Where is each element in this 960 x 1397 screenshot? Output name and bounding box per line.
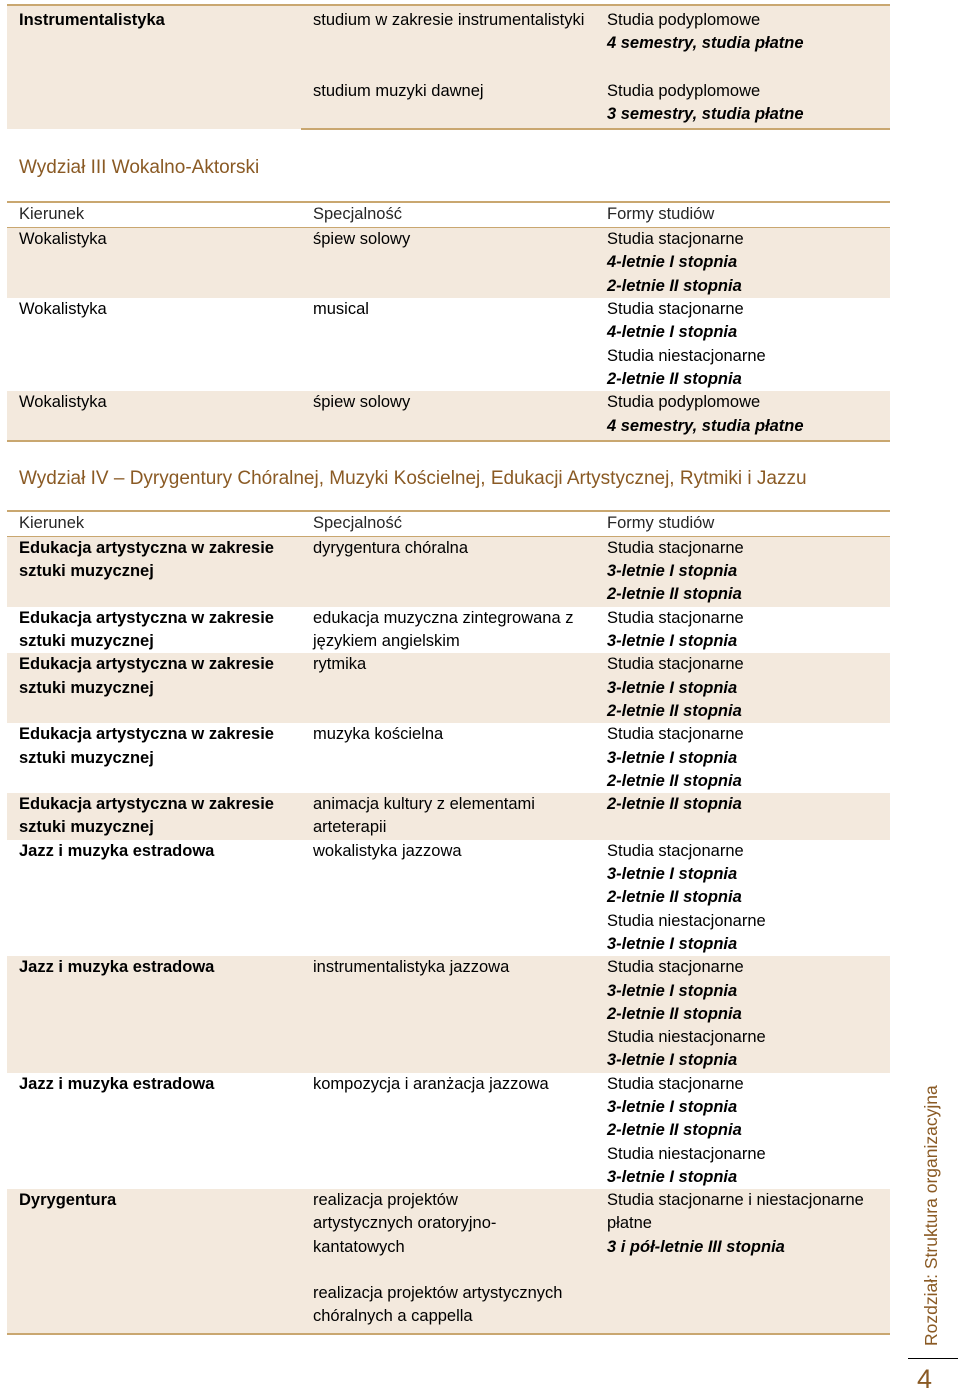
forms-cell <box>595 536 890 606</box>
spec-cell: śpiew solowy <box>301 391 595 441</box>
forms-cell <box>595 56 890 130</box>
form-line: Studia stacjonarne <box>607 300 744 319</box>
form-line: 3-letnie I stopnia <box>607 562 738 581</box>
forms-cell <box>595 956 890 1072</box>
spec-cell: dyrygentura chóralna <box>301 536 595 606</box>
form-line: 2-letnie II stopnia <box>607 585 742 604</box>
document-page <box>7 0 890 1335</box>
form-line: Studia podyplomowe <box>607 11 761 29</box>
form-detail: 4 semestry, studia płatne <box>607 34 804 53</box>
form-line: 3-letnie I stopnia <box>607 1097 738 1116</box>
kierunek-cell: Edukacja artystyczna w zakresie sztuki muzycznej <box>7 793 301 840</box>
form-line: Studia stacjonarne <box>607 841 744 860</box>
header-specjalnosc: Specjalność <box>301 202 595 228</box>
spec-cell: musical <box>313 300 369 319</box>
table-row <box>7 723 890 793</box>
kierunek-cell: Edukacja artystyczna w zakresie sztuki muzycznej <box>7 653 301 723</box>
form-line: 2-letnie II stopnia <box>607 369 742 388</box>
form-detail: 3 semestry, studia płatne <box>607 104 804 123</box>
section-title-wydzial3: Wydział III Wokalno-Aktorski <box>19 157 260 179</box>
form-line: 2-letnie II stopnia <box>607 771 742 790</box>
form-line: 3-letnie I stopnia <box>607 934 738 953</box>
spec-cell: śpiew solowy <box>301 228 595 298</box>
table-row <box>7 1189 890 1333</box>
table-row <box>7 793 890 840</box>
form-line: 2-letnie II stopnia <box>607 795 742 814</box>
table-row <box>7 607 890 654</box>
header-row <box>7 202 890 228</box>
forms-cell <box>595 607 890 654</box>
forms-cell <box>595 5 890 56</box>
header-specjalnosc: Specjalność <box>301 511 595 537</box>
sidebar-divider <box>908 1358 958 1359</box>
form-line: 2-letnie II stopnia <box>607 1004 742 1023</box>
form-line: 3-letnie I stopnia <box>607 1051 738 1070</box>
forms-cell <box>595 1073 890 1189</box>
form-line: 3 i pół-letnie III stopnia <box>607 1237 785 1256</box>
forms-cell <box>595 391 890 441</box>
kierunek-cell: Edukacja artystyczna w zakresie sztuki muzycznej <box>19 608 274 651</box>
kierunek-cell: Wokalistyka <box>7 228 301 298</box>
form-line: Studia podyplomowe <box>607 81 761 100</box>
spec-line: realizacja projektów artystycznych oratoryjno-kantatowych <box>313 1191 497 1256</box>
form-line: 3-letnie I stopnia <box>607 632 738 651</box>
spec-cell <box>301 1189 595 1333</box>
spec-cell: animacja kultury z elementami arteterapii <box>301 793 595 840</box>
forms-cell <box>595 228 890 298</box>
form-line: 4-letnie I stopnia <box>607 253 738 272</box>
form-line: 4-letnie I stopnia <box>607 323 738 342</box>
forms-cell <box>595 1189 890 1333</box>
forms-cell <box>595 793 890 840</box>
spec-cell: muzyka kościelna <box>313 725 444 744</box>
kierunek-cell: Edukacja artystyczna w zakresie sztuki muzycznej <box>7 536 301 606</box>
spec-line: realizacja projektów artystycznych chóralnych a cappella <box>313 1284 563 1326</box>
form-line: Studia stacjonarne <box>607 655 744 674</box>
form-line: 4 semestry, studia płatne <box>607 416 804 435</box>
form-line: Studia stacjonarne <box>607 230 744 249</box>
form-line: Studia podyplomowe <box>607 393 761 412</box>
chapter-prefix: Rozdział: <box>921 1274 941 1346</box>
forms-cell <box>595 723 890 793</box>
form-line: 2-letnie II stopnia <box>607 1121 742 1140</box>
header-kierunek: Kierunek <box>7 511 301 537</box>
wydzial3-table <box>7 201 890 442</box>
form-line: Studia stacjonarne <box>607 1074 744 1093</box>
form-line: 3-letnie I stopnia <box>607 678 738 697</box>
form-line: 2-letnie II stopnia <box>607 701 742 720</box>
spec-cell: rytmika <box>301 653 595 723</box>
form-line: Studia stacjonarne i niestacjonarne płatne <box>607 1191 864 1233</box>
form-line: 2-letnie II stopnia <box>607 888 742 907</box>
form-line: Studia stacjonarne <box>607 608 744 627</box>
kierunek-cell: Jazz i muzyka estradowa <box>19 841 215 860</box>
header-row <box>7 511 890 537</box>
kierunek-cell: Edukacja artystyczna w zakresie sztuki muzycznej <box>19 725 274 767</box>
form-line: 3-letnie I stopnia <box>607 1167 738 1186</box>
header-formy: Formy studiów <box>595 202 890 228</box>
forms-cell <box>595 653 890 723</box>
kierunek-cell: Jazz i muzyka estradowa <box>19 1074 215 1093</box>
kierunek-cell: Instrumentalistyka <box>7 5 301 129</box>
spec-cell: instrumentalistyka jazzowa <box>301 956 595 1072</box>
chapter-title: Struktura organizacyjna <box>921 1085 941 1275</box>
form-line: Studia stacjonarne <box>607 538 744 557</box>
table-row <box>7 391 890 441</box>
form-line: 3-letnie I stopnia <box>607 748 738 767</box>
spec-cell: studium muzyki dawnej <box>301 56 595 130</box>
table-row <box>7 956 890 1072</box>
form-line: Studia niestacjonarne <box>607 1028 766 1047</box>
form-line: Studia stacjonarne <box>607 958 744 977</box>
form-line: Studia niestacjonarne <box>607 911 766 930</box>
top-table <box>7 4 890 130</box>
kierunek-cell: Dyrygentura <box>7 1189 301 1333</box>
form-line: 3-letnie I stopnia <box>607 981 738 1000</box>
form-line: Studia niestacjonarne <box>607 1144 766 1163</box>
form-line: 3-letnie I stopnia <box>607 865 738 884</box>
section-title-wydzial4: Wydział IV – Dyrygentury Chóralnej, Muzyki Kościelnej, Edukacji Artystycznej, Rytmiki i Jazzu <box>19 467 807 489</box>
chapter-sidebar <box>916 1046 946 1346</box>
table-row <box>7 653 890 723</box>
table-row <box>7 840 890 956</box>
table-row <box>7 536 890 606</box>
form-line: 2-letnie II stopnia <box>607 276 742 295</box>
header-formy: Formy studiów <box>595 511 890 537</box>
spec-cell: studium w zakresie instrumentalistyki <box>301 5 595 56</box>
spec-cell: wokalistyka jazzowa <box>313 841 462 860</box>
kierunek-cell: Wokalistyka <box>7 391 301 441</box>
table-row <box>7 228 890 298</box>
kierunek-cell: Jazz i muzyka estradowa <box>7 956 301 1072</box>
wydzial4-table <box>7 510 890 1335</box>
form-line: Studia niestacjonarne <box>607 346 766 365</box>
form-line: Studia stacjonarne <box>607 725 744 744</box>
page-number: 4 <box>917 1364 933 1394</box>
spec-cell: kompozycja i aranżacja jazzowa <box>313 1074 549 1093</box>
spec-cell: edukacja muzyczna zintegrowana z językiem angielskim <box>313 608 574 651</box>
table-row <box>7 1073 890 1189</box>
table-row <box>7 298 890 391</box>
header-kierunek: Kierunek <box>7 202 301 228</box>
kierunek-cell: Wokalistyka <box>19 300 107 319</box>
forms-cell <box>595 298 890 391</box>
forms-cell <box>595 840 890 956</box>
